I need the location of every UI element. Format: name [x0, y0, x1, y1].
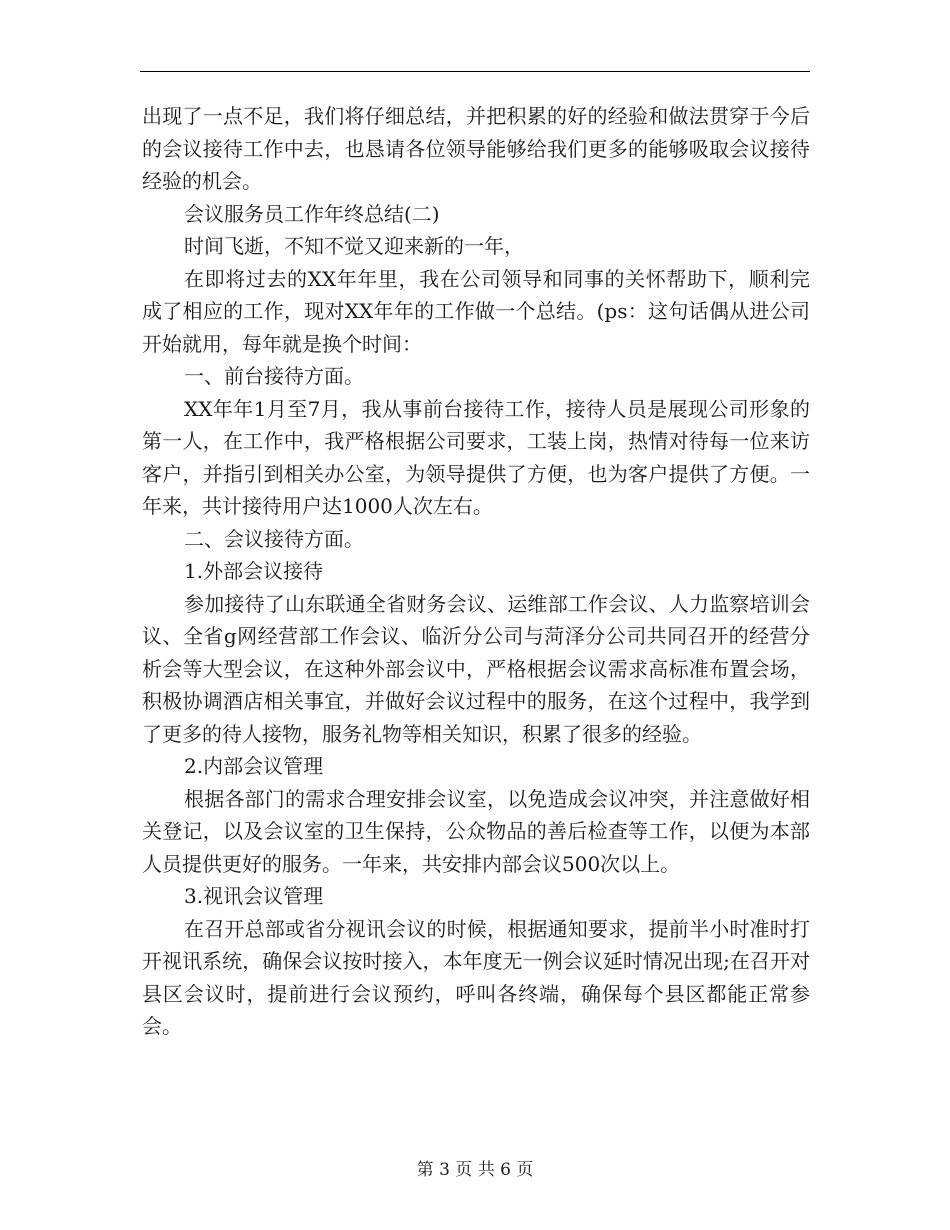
document-body [142, 100, 810, 1043]
paragraph: 参加接待了山东联通全省财务会议、运维部工作会议、人力监察培训会议、全省g网经营部工作会议、临沂分公司与菏泽分公司共同召开的经营分析会等大型会议，在这种外部会议中，严格根据会议需求高标准布置会场，积极协调酒店相关事宜，并做好会议过程中的服务，在这个过程中，我学到了更多的待人接物，服务礼物等相关知识，积累了很多的经验。 [142, 591, 810, 746]
paragraph: 在即将过去的XX年年里，我在公司领导和同事的关怀帮助下，顺利完成了相应的工作，现对XX年年的工作做一个总结。(ps：这句话偶从进公司开始就用，每年就是换个时间： [142, 266, 810, 356]
page-number: 第 3 页 共 6 页 [416, 1160, 534, 1180]
paragraph: 在召开总部或省分视讯会议的时候，根据通知要求，提前半小时准时打开视讯系统，确保会议按时接入，本年度无一例会议延时情况出现;在召开对县区会议时，提前进行会议预约，呼叫各终端，确保每个县区都能正常参会。 [142, 916, 810, 1038]
header-rule [140, 71, 810, 72]
paragraph: XX年年1月至7月，我从事前台接待工作，接待人员是展现公司形象的第一人，在工作中，我严格根据公司要求，工装上岗，热情对待每一位来访客户，并指引到相关办公室，为领导提供了方便，也为客户提供了方便。一年来，共计接待用户达1000人次左右。 [142, 396, 810, 518]
paragraph: 根据各部门的需求合理安排会议室，以免造成会议冲突，并注意做好相关登记，以及会议室的卫生保持，公众物品的善后检查等工作，以便为本部人员提供更好的服务。一年来，共安排内部会议500次以上。 [142, 786, 810, 876]
section-title: 会议服务员工作年终总结(二) [184, 201, 440, 226]
paragraph: 出现了一点不足，我们将仔细总结，并把积累的好的经验和做法贯穿于今后的会议接待工作中去，也恳请各位领导能够给我们更多的能够吸取会议接待经验的机会。 [142, 104, 810, 193]
paragraph: 时间飞逝，不知不觉又迎来新的一年， [184, 234, 524, 258]
section-heading: 二、会议接待方面。 [184, 526, 364, 551]
subsection-heading: 3.视讯会议管理 [184, 884, 324, 908]
subsection-heading: 1.外部会议接待 [184, 559, 324, 583]
subsection-heading: 2.内部会议管理 [184, 754, 324, 778]
section-heading: 一、前台接待方面。 [184, 364, 364, 388]
